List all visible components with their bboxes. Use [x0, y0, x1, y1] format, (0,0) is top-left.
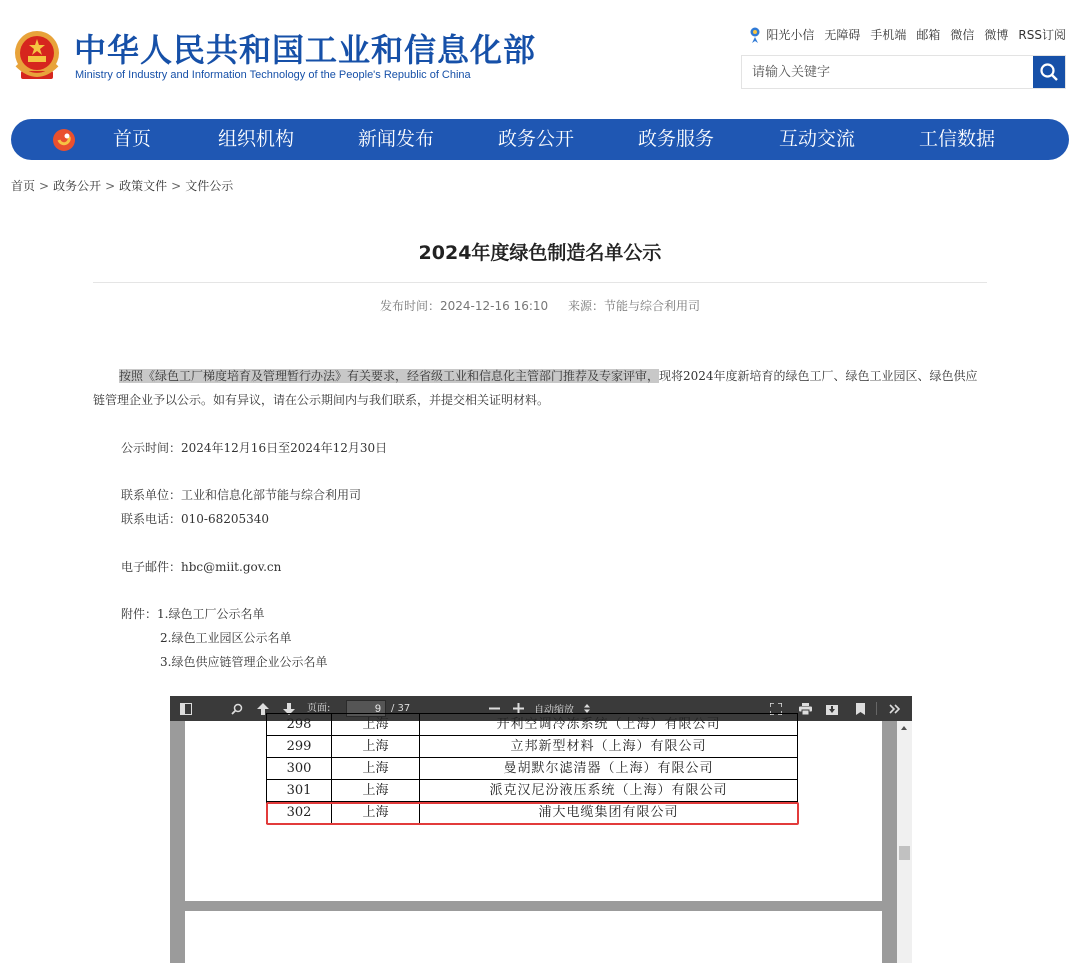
sidebar-toggle-button[interactable]	[176, 696, 196, 721]
attachment-2[interactable]: 2.绿色工业园区公示名单	[160, 631, 292, 645]
nav-item-government-affairs[interactable]: 政务公开	[498, 128, 575, 150]
table-row	[267, 758, 798, 780]
download-button[interactable]	[822, 696, 842, 721]
breadcrumb-separator: >	[171, 179, 182, 193]
row-province: 上海	[332, 714, 420, 736]
intro-paragraph-rest: 现将2024年度新培育的绿色工厂、绿色工业园区、绿色供应链管理企业予以公示。如有异议，请在公示期间内与我们联系，并提交相关证明材料。	[93, 369, 978, 407]
top-link-rss[interactable]: RSS订阅	[1018, 28, 1066, 42]
search-input[interactable]	[742, 56, 1033, 88]
scroll-up-arrow-icon[interactable]	[901, 726, 907, 730]
site-title[interactable]: 中华人民共和国工业和信息化部	[74, 31, 537, 69]
select-arrows-icon	[584, 704, 590, 713]
search-icon	[1039, 62, 1059, 82]
contact-email: 电子邮件：hbc@miit.gov.cn	[121, 560, 282, 574]
sunshine-icon	[749, 27, 761, 43]
double-chevron-right-icon	[889, 704, 900, 714]
breadcrumb	[11, 177, 233, 194]
intro-paragraph	[93, 364, 987, 412]
row-province: 上海	[332, 780, 420, 802]
sidebar-toggle-icon	[180, 703, 192, 715]
row-company: 派克汉尼汾液压系统（上海）有限公司	[420, 780, 798, 802]
nav-logo-icon	[51, 127, 77, 153]
print-button[interactable]	[795, 696, 815, 721]
bookmark-icon	[856, 703, 865, 715]
top-link-mobile[interactable]: 手机端	[870, 28, 907, 42]
download-icon	[826, 703, 838, 715]
top-link-mailbox[interactable]: 邮箱	[916, 28, 941, 42]
row-number: 298	[267, 714, 332, 736]
row-number: 300	[267, 758, 332, 780]
top-links	[749, 26, 1066, 43]
row-company: 曼胡默尔滤清器（上海）有限公司	[420, 758, 798, 780]
page-total: / 37	[391, 703, 411, 714]
row-province: 上海	[332, 802, 420, 824]
pdf-viewer	[170, 696, 912, 963]
search-box	[741, 55, 1066, 89]
top-link-label: 阳光小信	[766, 28, 815, 42]
highlighted-row-box	[266, 802, 799, 825]
article-meta	[0, 297, 1080, 314]
tools-menu-button[interactable]	[884, 696, 904, 721]
page-label: 页面:	[307, 703, 331, 714]
pdf-document-area[interactable]	[170, 716, 912, 963]
zoom-select-value: 自动缩放	[534, 705, 574, 716]
breadcrumb-home[interactable]: 首页	[11, 179, 36, 193]
scrollbar-thumb[interactable]	[899, 846, 910, 860]
attachment-1[interactable]: 附件：1.绿色工厂公示名单	[121, 607, 265, 621]
article-source: 来源：节能与综合利用司	[567, 299, 700, 313]
breadcrumb-policy-files[interactable]: 政策文件	[119, 179, 168, 193]
national-emblem-icon	[11, 29, 63, 85]
nav-item-organization[interactable]: 组织机构	[218, 128, 295, 150]
top-link-sunshine[interactable]	[749, 26, 814, 43]
nav-item-interaction[interactable]: 互动交流	[779, 128, 856, 150]
title-divider	[93, 282, 987, 283]
top-link-weibo[interactable]: 微博	[984, 28, 1009, 42]
row-province: 上海	[332, 736, 420, 758]
search-button[interactable]	[1033, 56, 1065, 88]
notice-period: 公示时间：2024年12月16日至2024年12月30日	[121, 441, 388, 455]
row-company: 开利空调冷冻系统（上海）有限公司	[420, 714, 798, 736]
attachment-3[interactable]: 3.绿色供应链管理企业公示名单	[160, 655, 328, 669]
print-icon	[799, 703, 812, 715]
site-subtitle-en: Ministry of Industry and Information Technology of the People's Republic of China	[75, 69, 471, 81]
breadcrumb-government-affairs[interactable]: 政务公开	[53, 179, 102, 193]
main-nav	[11, 119, 1069, 160]
breadcrumb-separator: >	[39, 179, 50, 193]
table-row	[267, 780, 798, 802]
pdf-search-button[interactable]	[227, 696, 247, 721]
row-company: 浦大电缆集团有限公司	[420, 802, 798, 824]
publish-time: 发布时间：2024-12-16 16:10	[380, 299, 549, 313]
row-number: 302	[267, 802, 332, 824]
contact-unit: 联系单位：工业和信息化部节能与综合利用司	[121, 488, 362, 502]
pdf-page	[185, 911, 882, 963]
bookmark-button[interactable]	[850, 696, 870, 721]
top-link-wechat[interactable]: 微信	[950, 28, 975, 42]
pdf-search-icon	[231, 703, 243, 715]
row-number: 299	[267, 736, 332, 758]
contact-phone: 联系电话：010-68205340	[121, 512, 270, 526]
breadcrumb-file-notice[interactable]: 文件公示	[185, 179, 234, 193]
row-number: 301	[267, 780, 332, 802]
row-company: 立邦新型材料（上海）有限公司	[420, 736, 798, 758]
pdf-page	[185, 716, 882, 901]
top-link-accessibility[interactable]: 无障碍	[824, 28, 861, 42]
breadcrumb-separator: >	[105, 179, 116, 193]
article-title: 2024年度绿色制造名单公示	[418, 242, 662, 264]
toolbar-separator	[876, 702, 877, 715]
table-row	[267, 714, 798, 736]
nav-item-data[interactable]: 工信数据	[919, 128, 996, 150]
selected-text: 按照《绿色工厂梯度培育及管理暂行办法》有关要求，经省级工业和信息化主管部门推荐及专家评审，	[119, 369, 660, 383]
nav-item-news[interactable]: 新闻发布	[358, 128, 435, 150]
table-row	[267, 736, 798, 758]
pdf-scrollbar[interactable]	[897, 721, 912, 963]
row-province: 上海	[332, 758, 420, 780]
nav-item-services[interactable]: 政务服务	[638, 128, 715, 150]
nav-item-home[interactable]: 首页	[113, 128, 152, 150]
